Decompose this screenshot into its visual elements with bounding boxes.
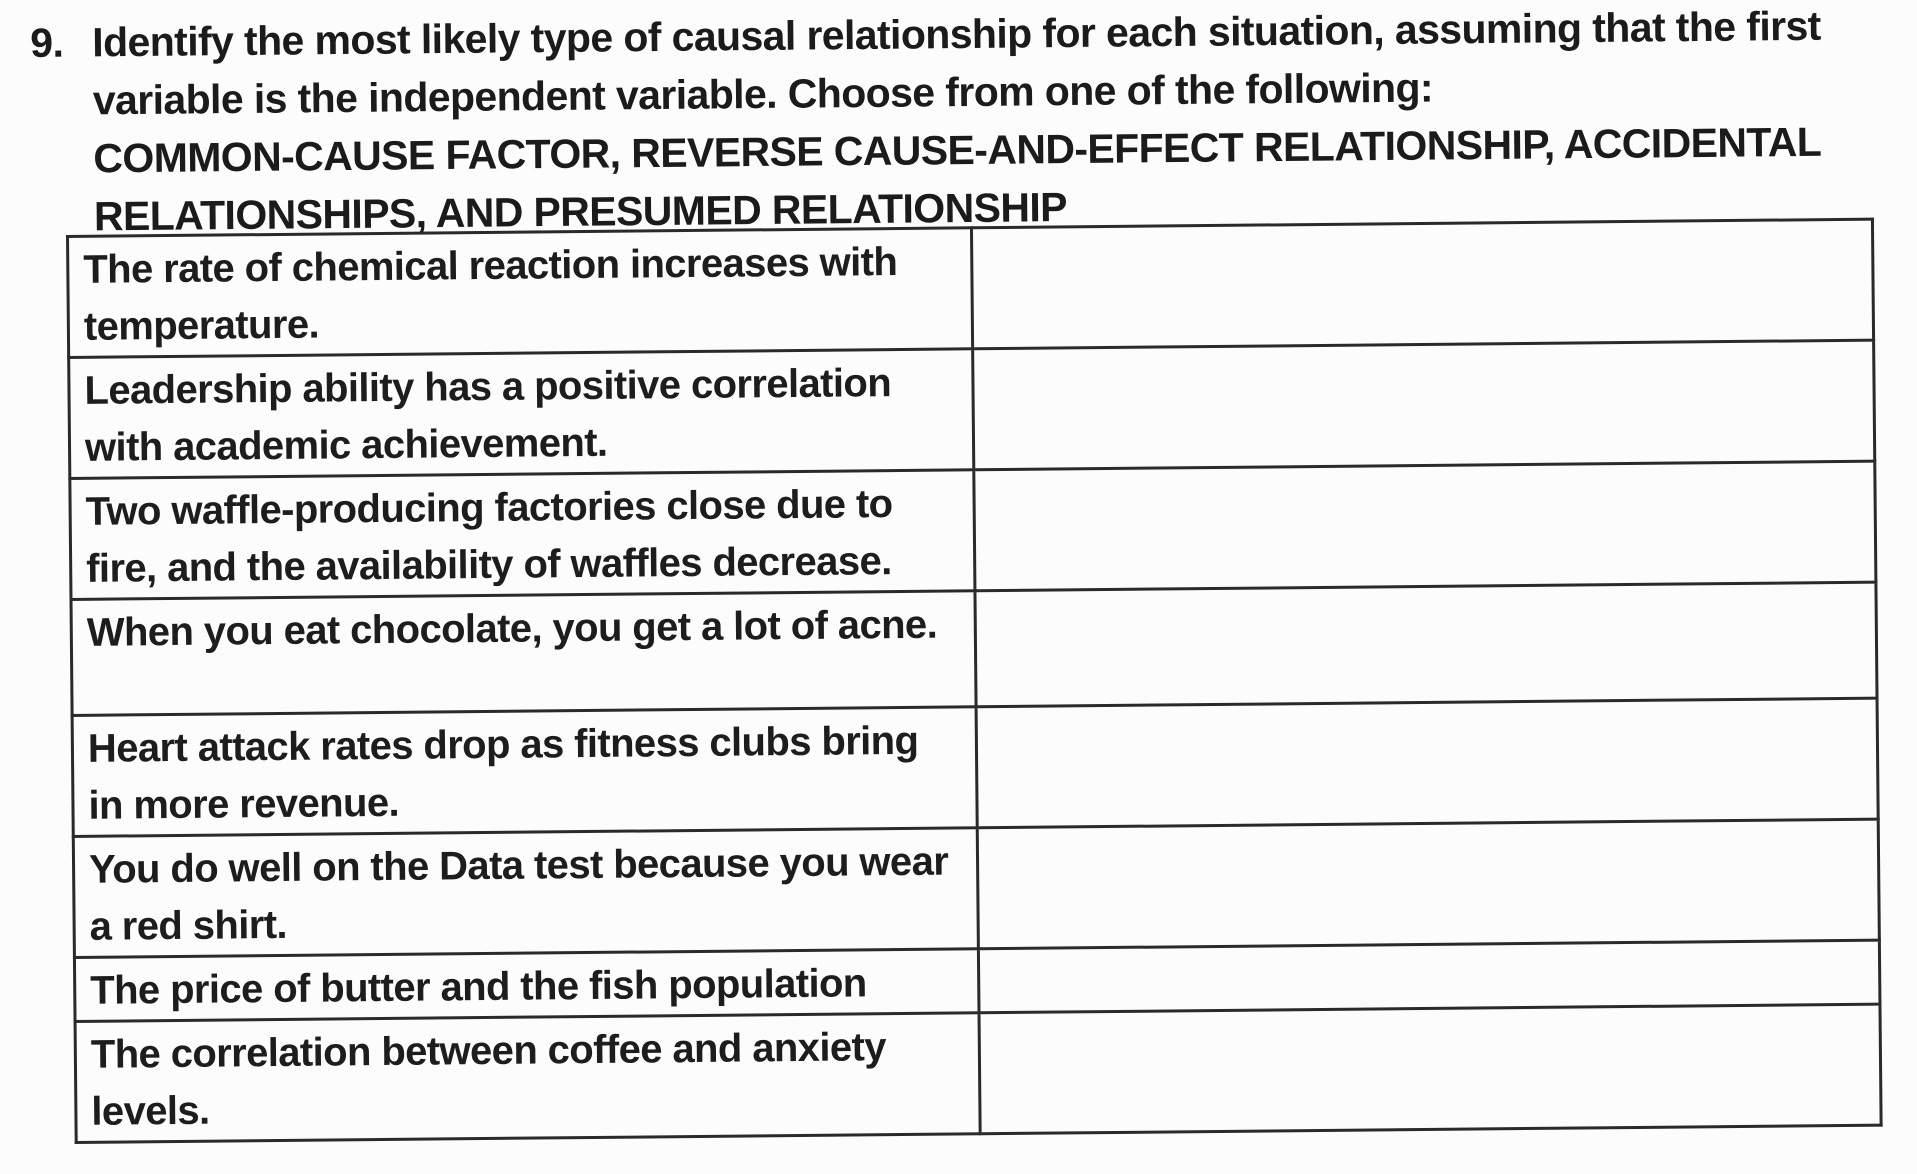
answer-cell[interactable]: [979, 1004, 1881, 1134]
situation-cell: The correlation between coffee and anxiety levels.: [75, 1013, 980, 1143]
answer-cell[interactable]: [973, 340, 1875, 470]
question-number: 9.: [30, 19, 64, 66]
situation-cell: Two waffle-producing factories close due to fire, and the availability of waffles decrease.: [70, 470, 975, 600]
answer-cell[interactable]: [978, 940, 1880, 1013]
question-text-line-1: Identify the most likely type of causal relationship for each situation, assuming that the first: [92, 2, 1821, 66]
table-row: [68, 219, 1874, 357]
answer-cell[interactable]: [975, 582, 1877, 707]
situation-cell: You do well on the Data test because you wear a red shirt.: [73, 828, 978, 958]
situation-cell: Leadership ability has a positive correlation with academic achievement.: [69, 349, 974, 479]
table-row: [75, 1004, 1881, 1142]
causal-relationship-table: [66, 218, 1883, 1144]
answer-cell[interactable]: [971, 219, 1873, 349]
table-row: [69, 340, 1875, 478]
table-row: [73, 819, 1879, 957]
question-options-line-2: RELATIONSHIPS, AND PRESUMED RELATIONSHIP: [93, 184, 1068, 240]
answer-cell[interactable]: [977, 819, 1879, 949]
question-text-line-2: variable is the independent variable. Choose from one of the following:: [92, 64, 1434, 124]
table-row: [71, 582, 1877, 715]
table-row: [72, 698, 1878, 836]
answer-cell[interactable]: [976, 698, 1878, 828]
situation-cell: The rate of chemical reaction increases with temperature.: [68, 228, 973, 358]
situation-cell: The price of butter and the fish population: [74, 949, 979, 1022]
answer-cell[interactable]: [974, 461, 1876, 591]
table-row: [70, 461, 1876, 599]
question-options-line-1: COMMON-CAUSE FACTOR, REVERSE CAUSE-AND-EFFECT RELATIONSHIP, ACCIDENTAL: [93, 118, 1822, 182]
question-9: [30, 0, 1832, 246]
situation-cell: When you eat chocolate, you get a lot of acne.: [71, 591, 976, 716]
situation-cell: Heart attack rates drop as fitness clubs bring in more revenue.: [72, 707, 977, 837]
